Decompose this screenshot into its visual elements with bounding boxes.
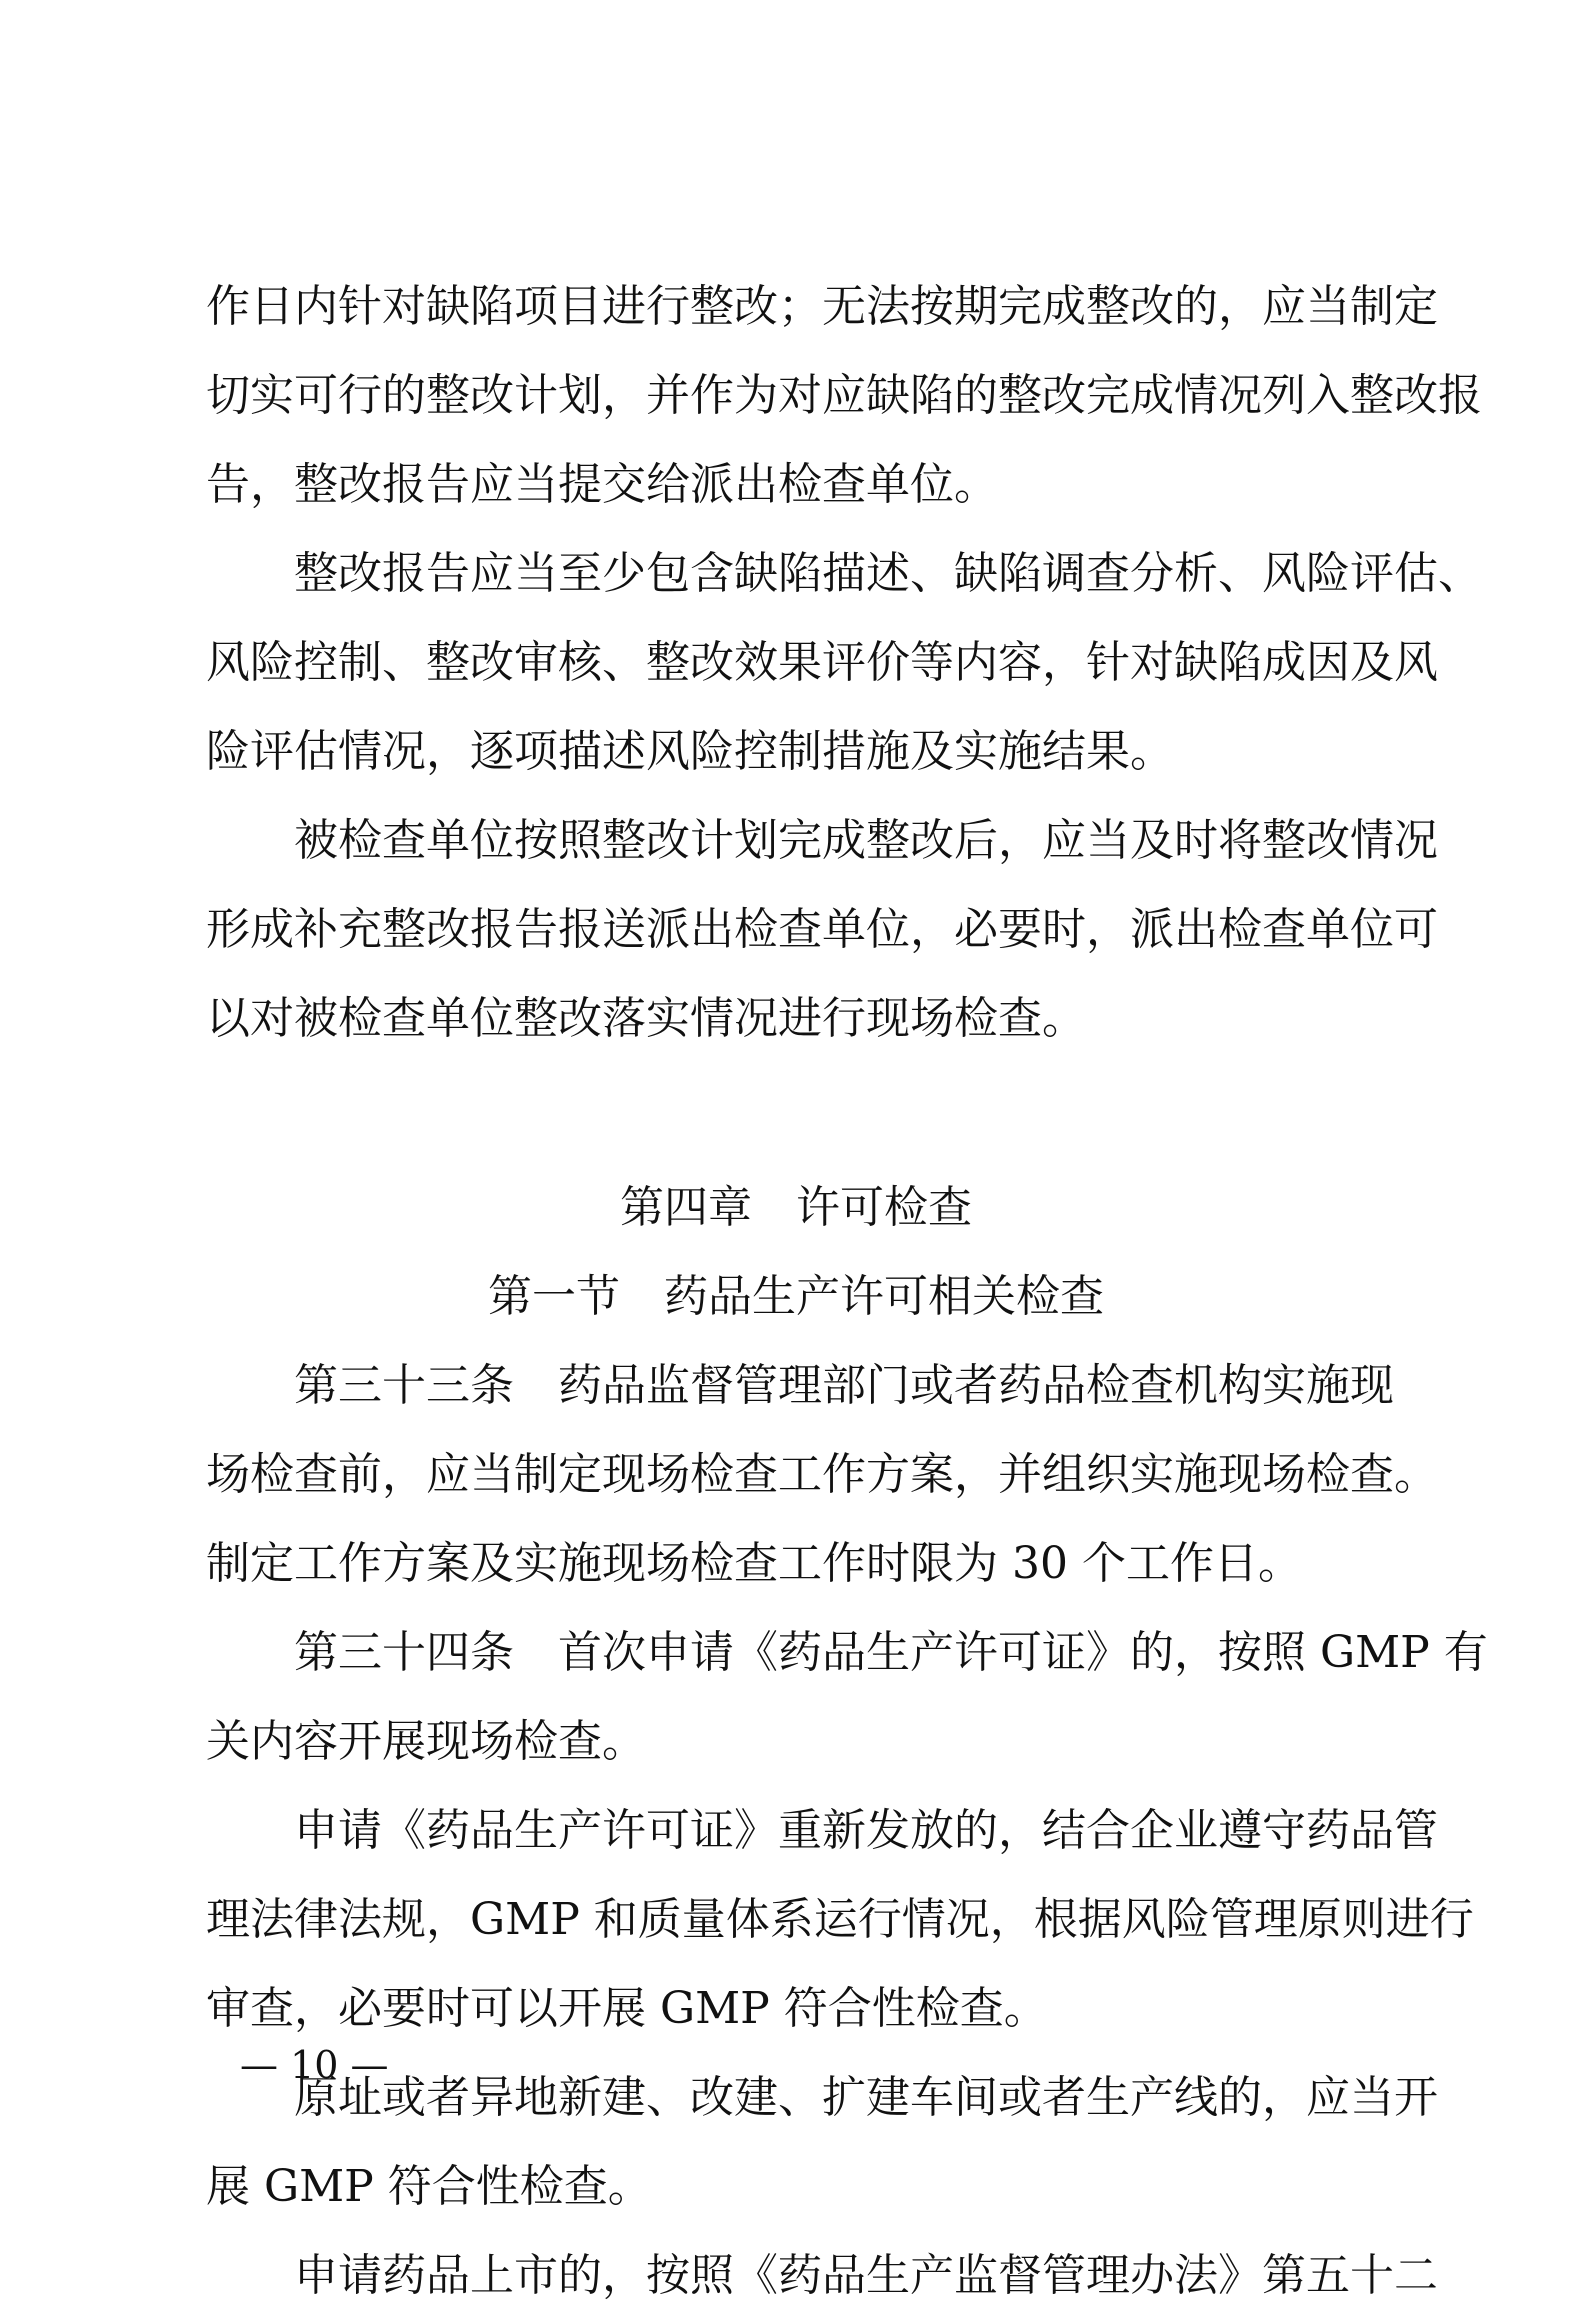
text-line: 场检查前，应当制定现场检查工作方案，并组织实施现场检查。 <box>206 1449 1438 1500</box>
text-line <box>206 1608 1488 1697</box>
section-number: 第一节 <box>488 1271 620 1322</box>
paragraph-license-reissue <box>206 1786 1474 2053</box>
section-title: 药品生产许可相关检查 <box>664 1271 1104 1322</box>
text-line: 申请《药品生产许可证》重新发放的，结合企业遵守药品管 <box>294 1805 1438 1856</box>
text-line: 作日内针对缺陷项目进行整改；无法按期完成整改的，应当制定 <box>206 281 1438 332</box>
text-line <box>206 1341 1394 1430</box>
text-line: 切实可行的整改计划，并作为对应缺陷的整改完成情况列入整改报 <box>206 370 1482 421</box>
document-body <box>206 262 1488 2320</box>
text-line: 形成补充整改报告报送派出检查单位，必要时，派出检查单位可 <box>206 904 1438 955</box>
paragraph-marketing-application <box>206 2231 1438 2320</box>
text-line: 申请药品上市的，按照《药品生产监督管理办法》第五十二 <box>294 2250 1438 2301</box>
text-line: 风险控制、整改审核、整改效果评价等内容，针对缺陷成因及风 <box>206 637 1438 688</box>
article-34 <box>206 1608 1488 1786</box>
chapter-number: 第四章 <box>620 1182 752 1233</box>
spacer <box>206 1063 1386 1163</box>
text-line: 以对被检查单位整改落实情况进行现场检查。 <box>206 993 1086 1044</box>
article-number: 第三十三条 <box>294 1360 514 1411</box>
chapter-title: 许可检查 <box>796 1182 972 1233</box>
text-line: 关内容开展现场检查。 <box>206 1716 646 1767</box>
paragraph-supplementary-report <box>206 796 1438 1063</box>
text-line: 制定工作方案及实施现场检查工作时限为 30 个工作日。 <box>206 1538 1302 1589</box>
paragraph-report-contents <box>206 529 1482 796</box>
text-line: 审查，必要时可以开展 GMP 符合性检查。 <box>206 1983 1048 2034</box>
text-line: 险评估情况，逐项描述风险控制措施及实施结果。 <box>206 726 1174 777</box>
article-text: 首次申请《药品生产许可证》的，按照 GMP 有 <box>558 1627 1488 1678</box>
paragraph-rectification-deadline <box>206 262 1482 529</box>
text-line: 理法律法规，GMP 和质量体系运行情况，根据风险管理原则进行 <box>206 1894 1474 1945</box>
text-line: 展 GMP 符合性检查。 <box>206 2161 652 2212</box>
page-number: — 10 — <box>240 2043 389 2087</box>
text-line: 被检查单位按照整改计划完成整改后，应当及时将整改情况 <box>294 815 1438 866</box>
chapter-heading <box>206 1163 1386 1252</box>
article-number: 第三十四条 <box>294 1627 514 1678</box>
text-line: 原址或者异地新建、改建、扩建车间或者生产线的，应当开 <box>294 2072 1438 2123</box>
text-line: 整改报告应当至少包含缺陷描述、缺陷调查分析、风险评估、 <box>294 548 1482 599</box>
article-33 <box>206 1341 1438 1608</box>
article-text: 药品监督管理部门或者药品检查机构实施现 <box>558 1360 1394 1411</box>
section-heading <box>206 1252 1386 1341</box>
text-line: 告，整改报告应当提交给派出检查单位。 <box>206 459 998 510</box>
